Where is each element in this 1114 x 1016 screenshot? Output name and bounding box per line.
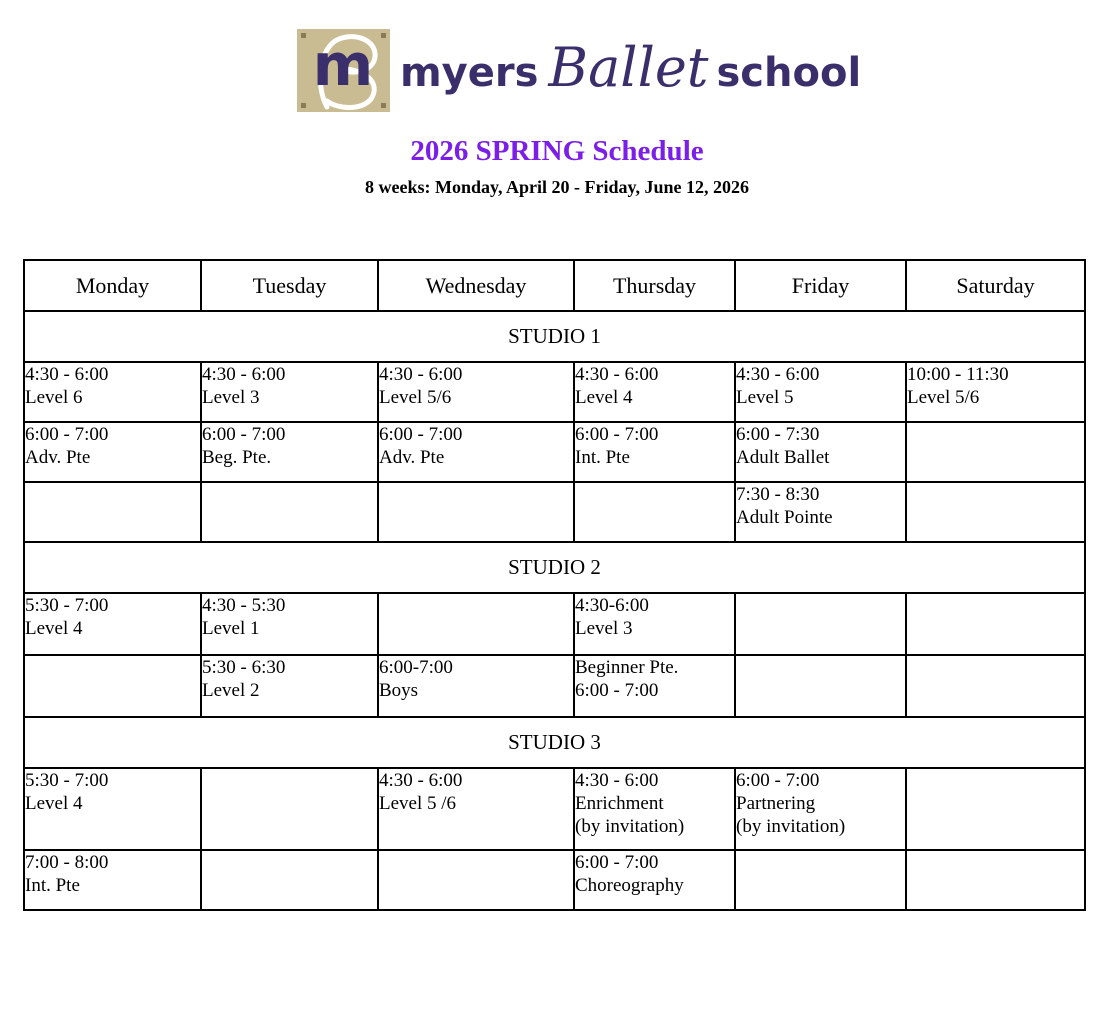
class-name: Level 3: [575, 618, 633, 639]
class-name: Level 6: [25, 387, 83, 408]
class-name: Adv. Pte: [379, 447, 445, 468]
logo-wordmark: [400, 36, 861, 106]
class-name: Int. Pte: [25, 875, 80, 896]
class-cell: [24, 850, 201, 910]
class-time: 6:00 - 7:30: [736, 424, 820, 445]
class-cell: [574, 482, 735, 542]
class-name: Level 4: [25, 618, 83, 639]
class-cell: [906, 422, 1085, 482]
class-cell: [201, 768, 378, 850]
table-row: [24, 768, 1085, 850]
class-cell: [735, 482, 906, 542]
class-name: Level 5/6: [379, 387, 452, 408]
logo-school: school: [716, 50, 862, 96]
class-cell: [574, 362, 735, 422]
class-cell: [906, 655, 1085, 717]
class-cell: [201, 655, 378, 717]
page-subtitle: 8 weeks: Monday, April 20 - Friday, June 12, 2026: [364, 177, 750, 197]
class-cell: [378, 850, 574, 910]
class-cell: [735, 422, 906, 482]
day-header: Tuesday: [201, 260, 378, 311]
class-cell: [735, 768, 906, 850]
class-time: 4:30 - 6:00: [379, 770, 463, 791]
class-name: Enrichment: [575, 793, 664, 814]
class-time: 5:30 - 7:00: [25, 595, 109, 616]
class-time: 6:00 - 7:00: [575, 424, 659, 445]
studio-row: [24, 542, 1085, 593]
class-name: Beg. Pte.: [202, 447, 272, 468]
studio-row: [24, 311, 1085, 362]
class-cell: [201, 593, 378, 655]
class-time: 4:30 - 6:00: [25, 364, 109, 385]
class-cell: [24, 422, 201, 482]
class-time: 10:00 - 11:30: [907, 364, 1009, 385]
class-cell: [24, 655, 201, 717]
table-row: [24, 482, 1085, 542]
class-cell: [906, 362, 1085, 422]
class-name: Adv. Pte: [25, 447, 91, 468]
studio-label: STUDIO 1: [24, 311, 1085, 362]
class-name: Partnering: [736, 793, 816, 814]
studio-label: STUDIO 2: [24, 542, 1085, 593]
class-time: 6:00 - 7:00: [575, 852, 659, 873]
class-time: 4:30 - 6:00: [575, 364, 659, 385]
class-cell: [24, 768, 201, 850]
class-time: 5:30 - 6:30: [202, 657, 286, 678]
class-cell: [201, 482, 378, 542]
class-time: 4:30-6:00: [575, 595, 649, 616]
day-header: Friday: [735, 260, 906, 311]
schedule-table: [23, 259, 1086, 911]
class-time: 6:00 - 7:00: [202, 424, 286, 445]
logo-mark-letter: m: [312, 31, 374, 99]
class-name: (by invitation): [575, 816, 685, 837]
table-row: [24, 593, 1085, 655]
class-time: 7:30 - 8:30: [736, 484, 820, 505]
class-cell: [201, 850, 378, 910]
class-name: Choreography: [575, 875, 684, 896]
class-cell: [735, 850, 906, 910]
class-name: Level 5: [736, 387, 794, 408]
class-cell: [735, 593, 906, 655]
table-row: [24, 850, 1085, 910]
class-cell: [24, 593, 201, 655]
class-cell: [906, 768, 1085, 850]
class-cell: [378, 655, 574, 717]
class-cell: [378, 768, 574, 850]
table-row: [24, 422, 1085, 482]
logo: [0, 28, 1114, 114]
class-cell: [906, 850, 1085, 910]
class-cell: [24, 362, 201, 422]
class-name: Level 4: [25, 793, 83, 814]
class-name: Adult Ballet: [736, 447, 830, 468]
class-cell: [735, 655, 906, 717]
class-cell: [201, 362, 378, 422]
class-time: 6:00-7:00: [379, 657, 453, 678]
logo-ballet: Ballet: [548, 36, 709, 99]
class-time: 6:00 - 7:00: [736, 770, 820, 791]
class-time: 4:30 - 6:00: [575, 770, 659, 791]
class-name: Level 1: [202, 618, 260, 639]
class-cell: [378, 362, 574, 422]
class-name: 6:00 - 7:00: [575, 680, 659, 701]
class-cell: [906, 482, 1085, 542]
class-cell: [735, 362, 906, 422]
day-header: Thursday: [574, 260, 735, 311]
class-name: Level 2: [202, 680, 260, 701]
class-cell: [378, 422, 574, 482]
table-row: [24, 362, 1085, 422]
class-name: Boys: [379, 680, 419, 701]
class-cell: [574, 593, 735, 655]
studio-label: STUDIO 3: [24, 717, 1085, 768]
class-time: 4:30 - 6:00: [379, 364, 463, 385]
schedule-body: [24, 311, 1085, 910]
class-time: 6:00 - 7:00: [379, 424, 463, 445]
class-name: Int. Pte: [575, 447, 630, 468]
day-header-row: [24, 260, 1085, 311]
class-name: Level 3: [202, 387, 260, 408]
day-header: Saturday: [906, 260, 1085, 311]
class-cell: [378, 482, 574, 542]
class-cell: [201, 422, 378, 482]
class-name: Level 4: [575, 387, 633, 408]
class-cell: [574, 422, 735, 482]
class-time: 7:00 - 8:00: [25, 852, 109, 873]
logo-myers: myers: [400, 50, 539, 96]
class-time: Beginner Pte.: [575, 657, 679, 678]
class-time: 6:00 - 7:00: [25, 424, 109, 445]
class-name: Level 5 /6: [379, 793, 457, 814]
table-row: [24, 655, 1085, 717]
class-cell: [24, 482, 201, 542]
studio-row: [24, 717, 1085, 768]
logo-mark-icon: [297, 29, 390, 112]
class-cell: [378, 593, 574, 655]
class-time: 5:30 - 7:00: [25, 770, 109, 791]
class-time: 4:30 - 5:30: [202, 595, 286, 616]
class-cell: [906, 593, 1085, 655]
class-name: (by invitation): [736, 816, 846, 837]
class-time: 4:30 - 6:00: [202, 364, 286, 385]
class-time: 4:30 - 6:00: [736, 364, 820, 385]
class-cell: [574, 655, 735, 717]
class-name: Level 5/6: [907, 387, 980, 408]
page-title: 2026 SPRING Schedule: [410, 135, 704, 167]
class-cell: [574, 768, 735, 850]
day-header: Wednesday: [378, 260, 574, 311]
class-cell: [574, 850, 735, 910]
day-header: Monday: [24, 260, 201, 311]
class-name: Adult Pointe: [736, 507, 833, 528]
